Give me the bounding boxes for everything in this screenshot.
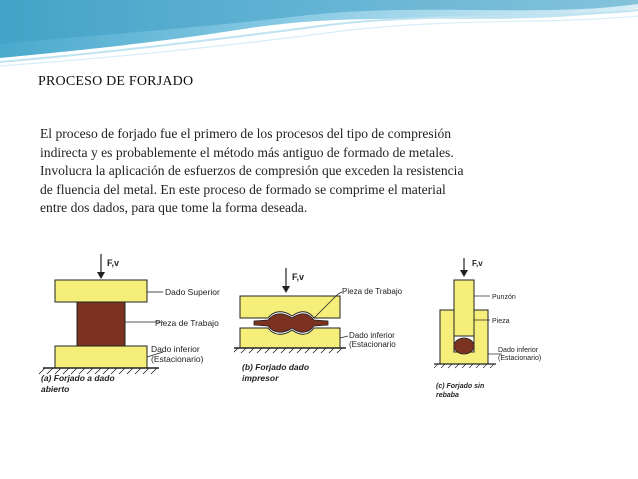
force-arrow-icon: [460, 270, 468, 277]
diagram-flashless-forging: [418, 252, 574, 418]
caption: (a) Forjado a dado: [41, 373, 115, 383]
body-line: de fluencia del metal. En este proceso de formado se comprime el material: [40, 181, 446, 197]
force-label: F,v: [107, 258, 120, 268]
lower-die: [240, 328, 340, 348]
lower-die-sublabel: (Estacionario): [151, 354, 204, 364]
lower-die: [55, 346, 147, 368]
body-line: Involucra la aplicación de esfuerzos de compresión que exceden la resistencia: [40, 163, 464, 178]
piece: [454, 338, 474, 354]
lower-die-sublabel: (Estacionario): [498, 355, 542, 362]
ground-hatch: [434, 364, 494, 368]
lower-die-label: Dado inferior: [349, 331, 395, 340]
slide-title: PROCESO DE FORJADO: [38, 74, 194, 89]
piece-label: Pieza: [492, 318, 510, 325]
header-wave-decoration: [0, 0, 638, 70]
body-line: indirecta y es probablemente el método más antiguo de formado de metales.: [40, 144, 454, 160]
diagram-open-die-forging: [33, 232, 231, 428]
body-paragraph: [40, 125, 580, 218]
lower-die-sublabel: (Estacionario: [349, 340, 396, 349]
lower-die-label: Dado inferior: [498, 347, 539, 354]
workpiece-label: Pieza de Trabajo: [342, 287, 403, 296]
punch-label: Punzón: [492, 294, 516, 301]
force-label: F,v: [292, 272, 305, 282]
diagram-impression-die-forging: [234, 238, 410, 408]
force-arrow-icon: [282, 286, 290, 293]
lower-die-label: Dado inferior: [151, 344, 200, 354]
caption: (c) Forjado sin: [436, 383, 485, 390]
caption-line-2: rebaba: [436, 392, 459, 399]
workpiece-label: Pieza de Trabajo: [155, 318, 219, 328]
body-line: entre dos dados, para que tome la forma deseada.: [40, 200, 308, 215]
upper-die-label: Dado Superior: [165, 287, 220, 297]
force-arrow-icon: [97, 272, 105, 279]
punch: [454, 280, 474, 336]
force-label: F,v: [472, 259, 483, 268]
upper-die: [55, 280, 147, 302]
workpiece: [77, 302, 125, 346]
caption: (b) Forjado dado: [242, 362, 310, 372]
caption-line-2: abierto: [41, 384, 70, 394]
caption-line-2: impresor: [242, 373, 279, 383]
body-line: El proceso de forjado fue el primero de los procesos del tipo de compresión: [40, 126, 452, 141]
